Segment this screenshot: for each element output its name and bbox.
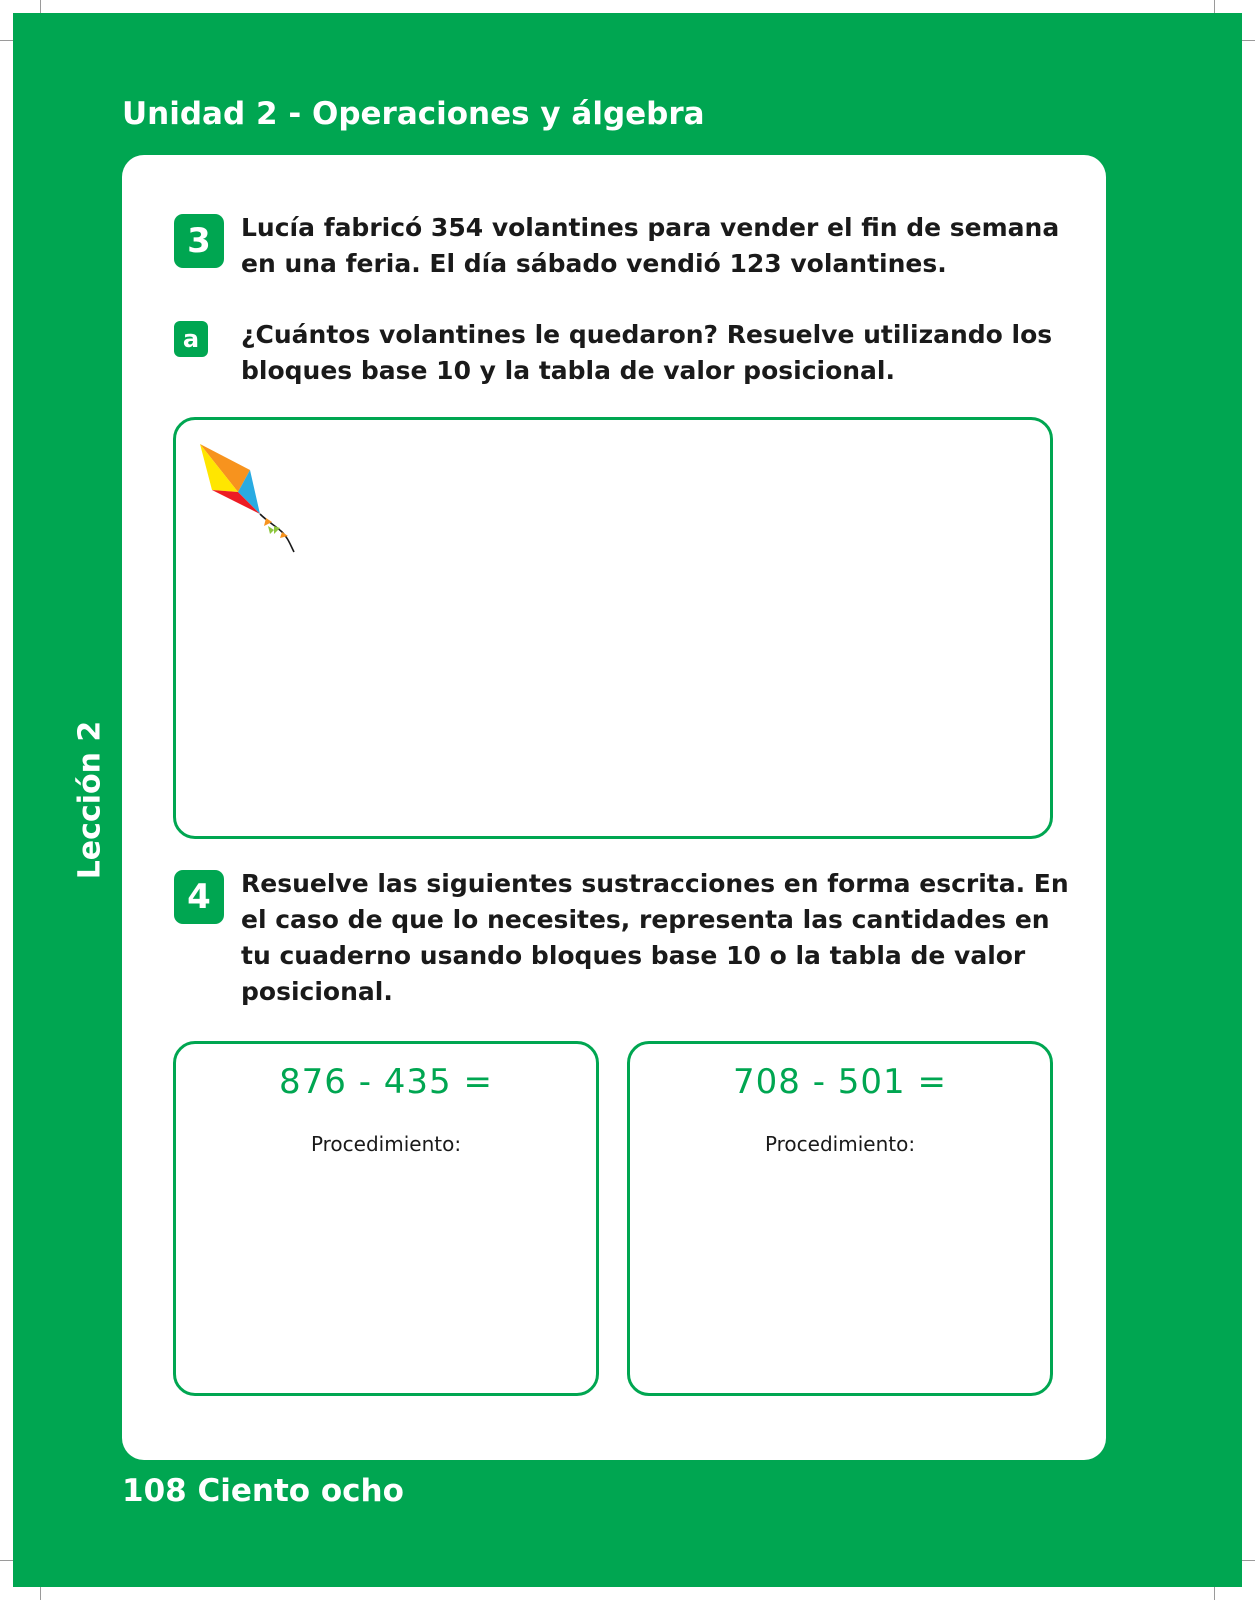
procedure-label: Procedimiento:: [310, 1132, 462, 1156]
operation-box-2[interactable]: [627, 1041, 1053, 1396]
answer-area[interactable]: [173, 417, 1053, 839]
operation-box-1[interactable]: [173, 1041, 599, 1396]
operation-expression: 876 - 435 =: [279, 1062, 493, 1102]
question-4-text: Resuelve las siguientes sustracciones en forma escrita. En el caso de que lo necesites, representa las cantidades en tu cuaderno usando bloques base 10 o la tabla de valor posicional.: [241, 869, 1069, 1006]
lesson-label: Lección 2: [72, 720, 108, 880]
question-4-badge: 4: [174, 870, 224, 924]
question-3-text: Lucía fabricó 354 volantines para vender el fin de semana en una feria. El día sábado vendió 123 volantines.: [241, 213, 1060, 278]
part-a-text: ¿Cuántos volantines le quedaron? Resuelve utilizando los bloques base 10 y la tabla de valor posicional.: [241, 320, 1053, 385]
worksheet-card: [122, 155, 1106, 1460]
page-footer: 108 Ciento ocho: [122, 1473, 404, 1509]
procedure-label: Procedimiento:: [764, 1132, 916, 1156]
kite-icon: [198, 442, 298, 554]
operation-expression: 708 - 501 =: [733, 1062, 947, 1102]
part-a-badge: a: [174, 321, 208, 357]
question-3-badge: 3: [174, 214, 224, 268]
unit-title: Unidad 2 - Operaciones y álgebra: [122, 96, 705, 132]
